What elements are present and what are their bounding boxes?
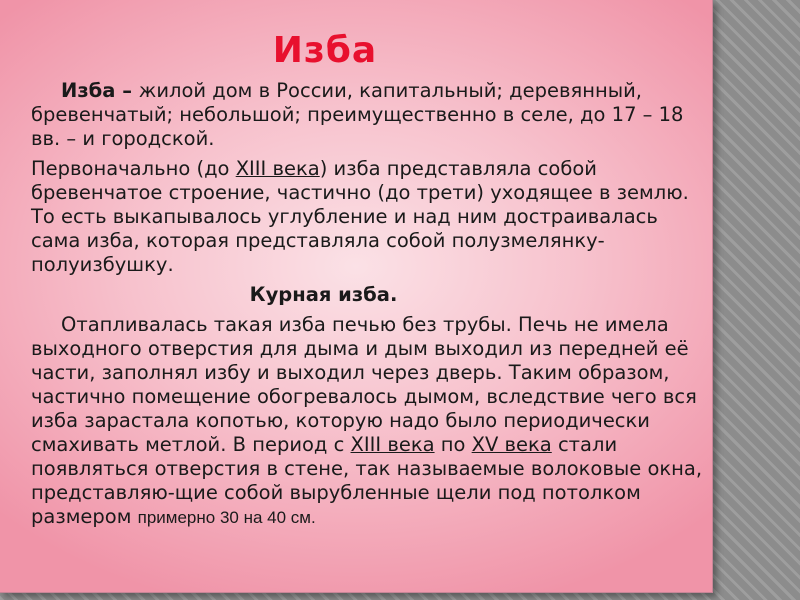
term-dash: – [115,79,139,102]
link-xiii-century-2[interactable]: XIII века [350,433,435,456]
paragraph-definition [31,79,711,151]
paragraph-history [31,157,711,277]
subtitle-kurnaya-izba: Курная изба. [249,283,398,306]
heating-size-note: примерно 30 на 40 см. [137,508,316,527]
heating-text-2: по [434,433,472,456]
term-izba: Изба [61,79,116,102]
heating-text-3: стали появляться отверстия в стене, так называемые волоковые окна, представляю-щие собой вырубленные щели под потолком размером [31,433,703,528]
history-text-2: ) изба представляла собой бревенчатое строение, частично (до трети) уходящее в землю. То есть выкапывалось углубление и над ним достраивалась сама изба, которая представляла собой полузмелянку-полуизбушку. [31,157,689,276]
heating-text-1: Отапливалась такая изба печью без трубы. Печь не имела выходного отверстия для дыма и дым выходил из передней её части, заполнял избу и выходил через дверь. Таким образом, частично помещение обогревалось дымом, вследствие чего вся изба зарастала копотью, которую надо было периодически смахивать метлой. В период с [31,313,697,456]
link-xiii-century[interactable]: XIII века [235,157,320,180]
paragraph-heating [31,313,711,530]
definition-text: жилой дом в России, капитальный; деревянный, бревенчатый; небольшой; преимущественно в селе, до 17 – 18 вв. – и городской. [31,79,684,150]
history-text-1: Первоначально (до [31,157,236,180]
link-xv-century[interactable]: XV века [471,433,552,456]
slide-title: Изба [272,30,378,71]
slide-body [31,79,711,530]
